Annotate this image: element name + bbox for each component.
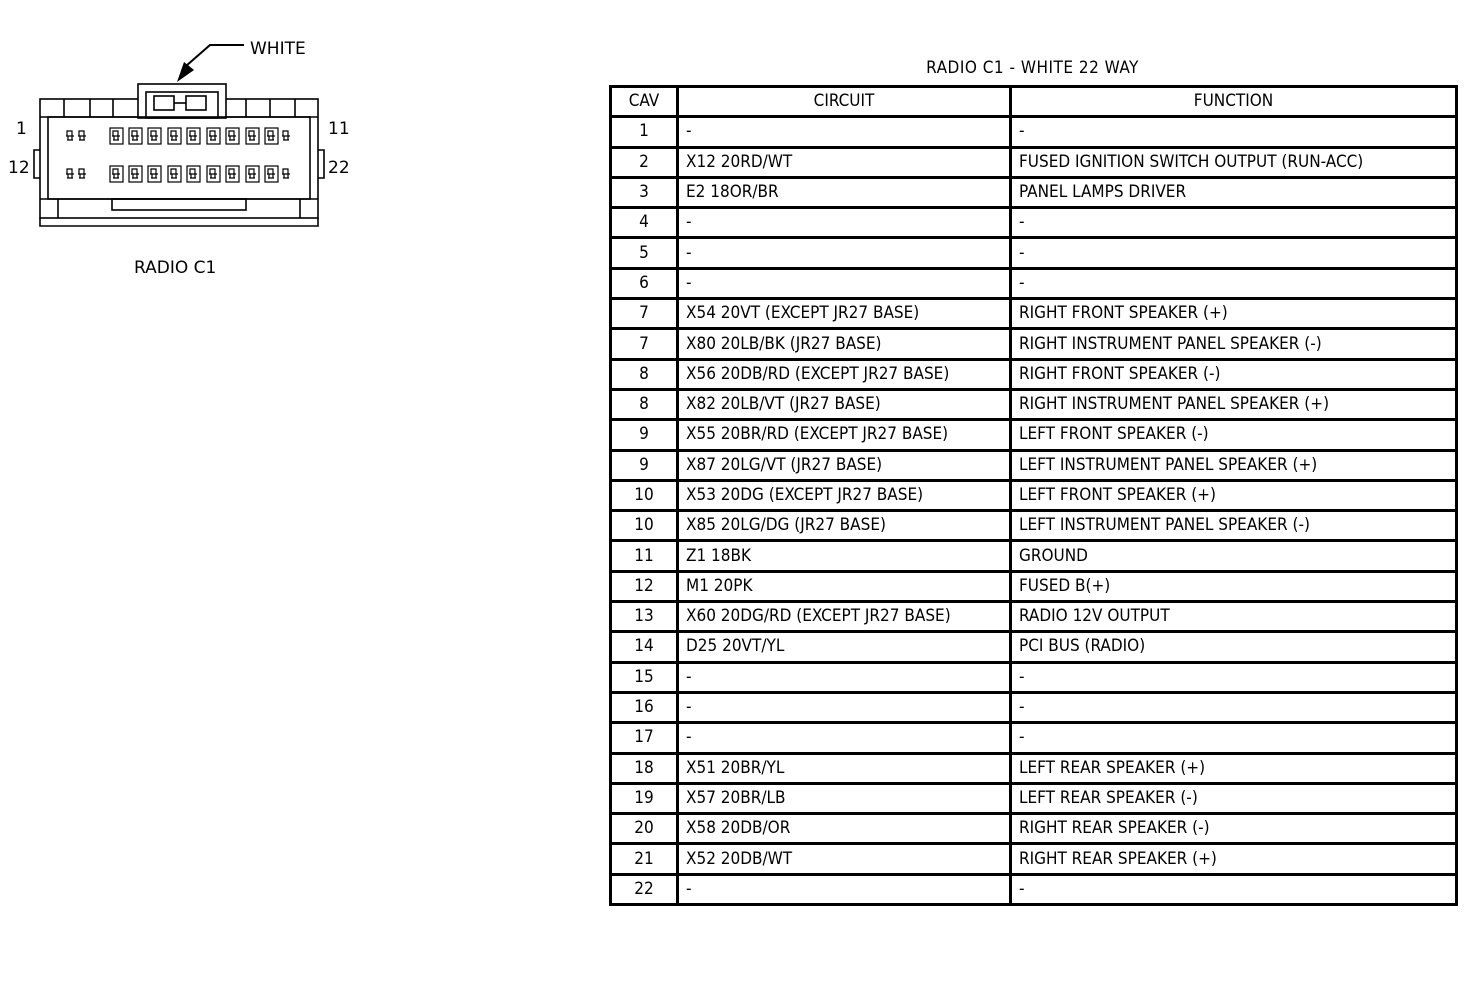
connector-diagram [0,0,400,290]
function-cell: FUSED IGNITION SWITCH OUTPUT (RUN-ACC) [1011,147,1457,177]
circuit-cell: - [678,723,1011,753]
table-row [611,632,1457,662]
cavity-top-4 [170,131,178,140]
pin-label-11: 11 [328,119,350,139]
table-row [611,662,1457,692]
cav-cell: 20 [611,814,678,844]
cavity-top-left-a [66,131,74,140]
function-cell: RIGHT FRONT SPEAKER (+) [1011,299,1457,329]
circuit-cell: - [678,268,1011,298]
function-cell: LEFT FRONT SPEAKER (+) [1011,480,1457,510]
table-row [611,359,1457,389]
table-row [611,238,1457,268]
circuit-cell: D25 20VT/YL [678,632,1011,662]
table-row [611,329,1457,359]
cav-cell: 2 [611,147,678,177]
table-row [611,511,1457,541]
cav-cell: 17 [611,723,678,753]
circuit-cell: X51 20BR/YL [678,753,1011,783]
cavity-bottom-left-b [78,169,86,178]
function-cell: RADIO 12V OUTPUT [1011,602,1457,632]
cav-cell: 8 [611,359,678,389]
pinout-table [609,85,1458,906]
circuit-cell: X58 20DB/OR [678,814,1011,844]
circuit-cell: E2 18OR/BR [678,177,1011,207]
table-row [611,844,1457,874]
table-header-row [611,87,1457,117]
table-row [611,783,1457,813]
cavity-bottom-1 [112,169,120,178]
circuit-cell: X80 20LB/BK (JR27 BASE) [678,329,1011,359]
circuit-cell: X60 20DG/RD (EXCEPT JR27 BASE) [678,602,1011,632]
function-cell: - [1011,238,1457,268]
cavity-top-3 [150,131,158,140]
function-cell: RIGHT REAR SPEAKER (-) [1011,814,1457,844]
cav-cell: 8 [611,389,678,419]
table-row [611,480,1457,510]
circuit-cell: - [678,874,1011,904]
circuit-cell: X52 20DB/WT [678,844,1011,874]
function-cell: - [1011,692,1457,722]
function-cell: RIGHT INSTRUMENT PANEL SPEAKER (+) [1011,389,1457,419]
cav-cell: 13 [611,602,678,632]
cav-cell: 5 [611,238,678,268]
cav-cell: 4 [611,208,678,238]
pin-label-22: 22 [328,158,350,178]
callout-arrowhead [177,62,194,82]
table-row [611,117,1457,147]
cav-cell: 11 [611,541,678,571]
cavity-bottom-9 [267,169,275,178]
cavity-top-left-b [78,131,86,140]
function-cell: - [1011,117,1457,147]
cav-cell: 19 [611,783,678,813]
header-cav: CAV [611,87,678,117]
circuit-cell: M1 20PK [678,571,1011,601]
pin-label-1: 1 [16,119,27,139]
function-cell: - [1011,662,1457,692]
connector-body [34,84,324,226]
cav-cell: 16 [611,692,678,722]
cavity-bottom-3 [150,169,158,178]
cav-cell: 12 [611,571,678,601]
cavity-grid [66,128,290,182]
table-row [611,571,1457,601]
table-row [611,268,1457,298]
cav-cell: 3 [611,177,678,207]
cav-cell: 10 [611,511,678,541]
function-cell: LEFT INSTRUMENT PANEL SPEAKER (-) [1011,511,1457,541]
cavity-top-6 [209,131,217,140]
table-row [611,753,1457,783]
circuit-cell: X53 20DG (EXCEPT JR27 BASE) [678,480,1011,510]
cavity-bottom-5 [189,169,197,178]
circuit-cell: - [678,662,1011,692]
table-row [611,147,1457,177]
function-cell: LEFT REAR SPEAKER (-) [1011,783,1457,813]
function-cell: FUSED B(+) [1011,571,1457,601]
circuit-cell: X57 20BR/LB [678,783,1011,813]
table-row [611,299,1457,329]
table-row [611,723,1457,753]
header-circuit: CIRCUIT [678,87,1011,117]
function-cell: RIGHT REAR SPEAKER (+) [1011,844,1457,874]
cavity-bottom-2 [131,169,139,178]
function-cell: PANEL LAMPS DRIVER [1011,177,1457,207]
cavity-top-5 [189,131,197,140]
cavity-bottom-8 [248,169,256,178]
table-row [611,450,1457,480]
table-title: RADIO C1 - WHITE 22 WAY [926,58,1139,78]
table-row [611,874,1457,904]
cav-cell: 21 [611,844,678,874]
cavity-bottom-right [282,169,290,178]
cav-cell: 18 [611,753,678,783]
circuit-cell: X12 20RD/WT [678,147,1011,177]
callout-leader [186,45,244,66]
cav-cell: 7 [611,329,678,359]
cavity-bottom-7 [228,169,236,178]
header-function: FUNCTION [1011,87,1457,117]
cav-cell: 7 [611,299,678,329]
cavity-bottom-6 [209,169,217,178]
table-row [611,602,1457,632]
function-cell: LEFT FRONT SPEAKER (-) [1011,420,1457,450]
cavity-top-8 [248,131,256,140]
function-cell: - [1011,874,1457,904]
cavity-top-right [282,131,290,140]
cav-cell: 14 [611,632,678,662]
cav-cell: 9 [611,420,678,450]
function-cell: - [1011,268,1457,298]
cavity-bottom-left-a [66,169,74,178]
table-row [611,208,1457,238]
function-cell: - [1011,723,1457,753]
circuit-cell: Z1 18BK [678,541,1011,571]
cav-cell: 15 [611,662,678,692]
cav-cell: 22 [611,874,678,904]
circuit-cell: X82 20LB/VT (JR27 BASE) [678,389,1011,419]
table-row [611,389,1457,419]
cavity-top-2 [131,131,139,140]
circuit-cell: X87 20LG/VT (JR27 BASE) [678,450,1011,480]
cav-cell: 6 [611,268,678,298]
function-cell: RIGHT INSTRUMENT PANEL SPEAKER (-) [1011,329,1457,359]
table-row [611,177,1457,207]
cavity-top-7 [228,131,236,140]
cav-cell: 1 [611,117,678,147]
circuit-cell: X54 20VT (EXCEPT JR27 BASE) [678,299,1011,329]
circuit-cell: X85 20LG/DG (JR27 BASE) [678,511,1011,541]
cav-cell: 10 [611,480,678,510]
circuit-cell: - [678,692,1011,722]
function-cell: - [1011,208,1457,238]
circuit-cell: X55 20BR/RD (EXCEPT JR27 BASE) [678,420,1011,450]
connector-color-label: WHITE [250,39,306,59]
function-cell: LEFT REAR SPEAKER (+) [1011,753,1457,783]
cav-cell: 9 [611,450,678,480]
cavity-bottom-4 [170,169,178,178]
circuit-cell: - [678,208,1011,238]
table-row [611,420,1457,450]
connector-name: RADIO C1 [134,258,217,278]
function-cell: RIGHT FRONT SPEAKER (-) [1011,359,1457,389]
function-cell: LEFT INSTRUMENT PANEL SPEAKER (+) [1011,450,1457,480]
function-cell: PCI BUS (RADIO) [1011,632,1457,662]
table-row [611,692,1457,722]
pin-label-12: 12 [8,158,30,178]
table-row [611,541,1457,571]
function-cell: GROUND [1011,541,1457,571]
circuit-cell: - [678,238,1011,268]
cavity-top-9 [267,131,275,140]
circuit-cell: X56 20DB/RD (EXCEPT JR27 BASE) [678,359,1011,389]
circuit-cell: - [678,117,1011,147]
table-row [611,814,1457,844]
cavity-top-1 [112,131,120,140]
